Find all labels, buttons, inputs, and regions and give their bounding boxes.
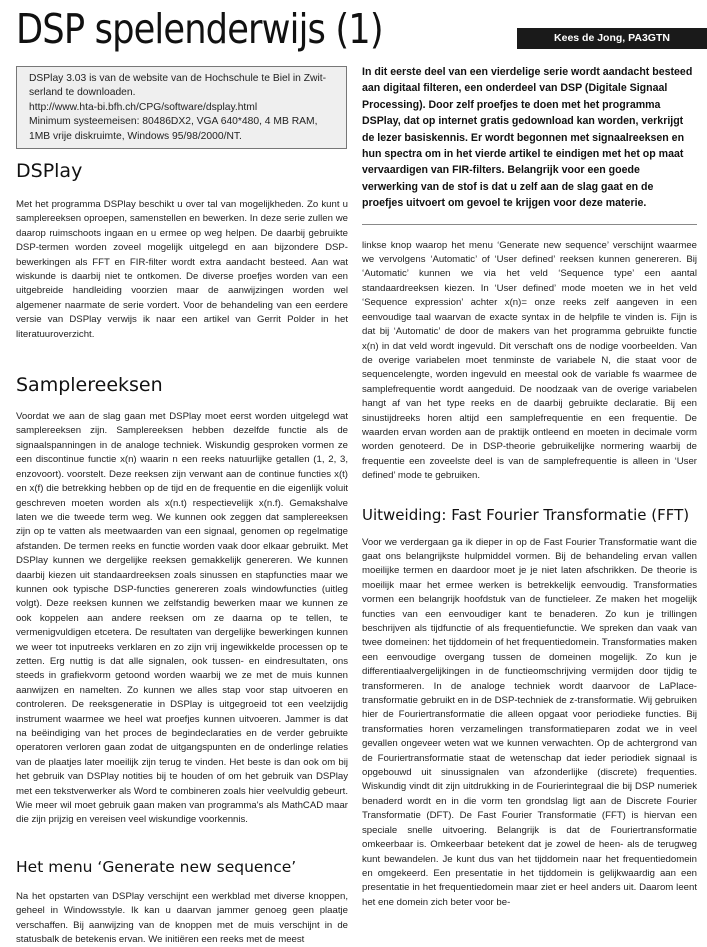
section-heading-menu: Het menu ‘Generate new sequence’	[16, 857, 297, 876]
section-text-samplereeksen: Voordat we aan de slag gaan met DSPlay moet eerst worden uitgelegd wat samplereeksen zijn. Samplereeksen hebben dezelfde functie als de signaalspanningen in de analoge techniek. Wiskundig gesproken vormen ze een discontinue functie x(n) waarin n een reeks natuurlijke getallen (1, 2, 3, enzovoort). voorstelt. Deze reeksen zijn verwant aan de continue functies x(t) en x(f) die betrekking hebben op de tijd en de frequentie en die eigenlijk voluit geschreven moeten worden als x(n.t) respectievelijk x(n.f). Gemakshalve laten we die tweede term weg. We kunnen ook zeggen dat samplereeksen zijn op te vatten als meetwaarden van een signaal, genomen op regelmatige afstanden. De termen reeks en functie worden vaak door elkaar gebruikt. Met DSPlay kunnen we dergelijke reeksen gemakkelijk genereren. We kunnen daarbij kiezen uit standaardreeksen zoals sinussen en stapfuncties maar we kunnen ook typische DSP-functies genereren zoals windowfuncties (uitleg volgt). Deze reeksen kunnen we zelfstandig bewerken maar we kunnen ze ook koppelen aan andere reeksen om ze daarna op te tellen, te vermenigvuldigen etcetera. De resultaten van dergelijke bewerkingen kunnen we weer tot inputreeks verklaren en zo zijn vrij ingewikkelde processen op te zetten. Erg nuttig is dat alle signalen, ook tussen- en eindresultaten, ons steeds in grafiekvorm getoond worden waarbij we ze met de muis kunnen aanwijzen en namelten. Zo kunnen we alles stap voor stap uitvoeren en controleren. De reeksgeneratie in DSPlay is uitgegroeid tot een veelzijdig instrument waarmee we heel wat proefjes kunnen uitvoeren. Jammer is dat na beëindiging van het proces de begindeclaraties en de verder gebruikte operatoren verloren gaan zodat de uitgangspunten en de onderlinge relaties van de plaatjes later moeilijk zijn terug te vinden. Het beste is dan ook om bij het gebruik van DSPlay notities bij te houden of om het gebruik van DSPlay met een tekstverwerker als Word te combineren zoals hier veelvuldig gebeurt. Wie meer wil moet gebruik gaan maken van programma's als MathCAD maar die zijn prijzig en vereisen veel wiskundige voorkennis.	[16, 411, 348, 826]
article-title: DSP spelenderwijs (1)	[16, 5, 383, 53]
intro-divider	[362, 224, 697, 225]
section-text-fft: Voor we verdergaan ga ik dieper in op de Fast Fourier Transformatie want die gaat ons belangrijkste hulpmiddel vormen. Bij de behandeling ervan vallen moeilijke termen en daardoor moet je je niet laten afschrikken. De theorie is moeilijk maar het ermee werken is betrekkelijk eenvoudig. Transformaties vormen een belangrijk hoofdstuk van de functieleer. Ze maken het mogelijk functies van een eenvoudiger kant te benaderen. Zo kun je trillingen beschrijven als tijdfunctie of als frequentiefunctie. We spreken dan vaak van twee domeinen: het tijddomein of het frequentiedomein. Transformaties maken een eenvoudige overgang tussen de domeinen mogelijk. Zo kun je differentiaalvergelijkingen in de functieomschrijving vermijden door tijdig te transformeren. In de analoge techniek wordt daarvoor de LaPlace-transformatie gebruikt en in de DSP-techniek de z-transformatie. Wij gebruiken hier de Fouriertransformatie die alleen opgaat voor periodieke functies. Bij transformaties horen verzamelingen transformatieparen zodat we in veel gevallen ongeveer weten wat we kunnen verwachten. Op de achtergrond van de Fouriertransformatie staat de wetenschap dat ieder periodiek signaal is opgebouwd uit sinussignalen van afzonderlijke (discrete) frequenties. Wiskundig vindt dit zijn uitdrukking in de Fourierintegraal die bij DSP numeriek benaderd wordt en in die vorm ten grondslag ligt aan de Discrete Fourier Transformatie (DFT). De Fast Fourier Transformatie (FFT) is hiervan een speciale snelle uitvoering. Belangrijk is dat de Fouriertransformatie omkeerbaar is. Omkeerbaar betekent dat je zowel de heen- als de terugweg kunt bewandelen. Je kunt dus van het tijddomein naar het frequentiedomein en omgekeerd. Een presentatie in het tijddomein is gelijkwaardig aan een presentatie in het frequentiedomein maar ziet er heel anders uit. Daarom leent het ene domein zich beter voor be-	[362, 536, 697, 908]
section-text-menu-continued: linkse knop waarop het menu ‘Generate new sequence’ verschijnt waarmee we vervolgens ‘Automatic’ of ‘User defined’ reeksen kunnen genereren. Bij ‘Automatic’ kunnen we via het veld ‘Sequence type’ een aantal standaardreeksen kiezen. In ‘User defined’ mode moeten we in het veld ‘Sequence expression’ achter x(n)= onze reeks zelf aangeven in een eenvoudige taal waarvan de exacte syntax in de helpfile te vinden is. Fijn is dat bij ‘Automatic’ de door de makers van het programma gebruikte functie x(n) in dat veld wordt ingevuld. Dit verschaft ons de nodige voorbeelden. Van de overige variabelen moet tenminste de variabele N, die staat voor de sequencelengte, worden ingevuld en meestal ook de variable fs waarmee de samplefrequentie wordt aangeduid. De noodzaak van de overige variabelen hangt af van het type reeks en de daarbij gebruikte declaratie. Bij een sinustijdreeks horen altijd een samplefrequentie en een frequentie. De waarden ervan worden aan de praktijk ontleend en moeten in decimale vorm worden genoteerd. De in DSP-theorie gebruikelijke normering waarbij de frequentie een zoveelste deel is van de samplefrequentie is alleen in ‘User defined’ mode te gebruiken.	[362, 239, 697, 482]
author-byline: Kees de Jong, PA3GTN	[517, 28, 707, 49]
section-heading-samplereeksen: Samplereeksen	[16, 374, 163, 397]
section-text-dsplay: Met het programma DSPlay beschikt u over tal van mogelijkheden. Zo kunt u samplereeksen oproepen, samenstellen en bewerken. In deze serie zullen we daarop ruimschoots ingaan en u ermee op weg helpen. De daarbij gebruikte DSP-termen worden zoveel mogelijk uitgelegd en aan bijzondere DSP-bewerkingen als FFT en FIR-filter wordt extra aandacht besteed. Aan wat wiskunde is daarbij niet te ontkomen. De diverse proefjes worden van een uitgebreide handleiding voorzien maar de aanwijzingen worden wel algemener naarmate de serie vordert. Voor de behandeling van een eerdere versie van DSPlay verwijs ik naar een artikel van Gerrit Polder in het literatuuroverzicht.	[16, 199, 348, 340]
info-line: Minimum systeemeisen: 80486DX2, VGA 640*480, 4 MB RAM,	[29, 116, 318, 128]
section-heading-dsplay: DSPlay	[16, 160, 83, 182]
intro-text: In dit eerste deel van een vierdelige serie wordt aandacht besteed aan digitaal filteren, een onderdeel van DSP (Digitale Signaal Processing). Door zelf proefjes te doen met het programma DSPlay, dat op internet gratis gedownload kan worden, verkrijgt de lezer basiskennis. Er wordt begonnen met signaalreeksen en hun spectra om in het vierde artikel te eindigen met het op maat vervaardigen van FIR-filters. Belangrijk voor een goede verwerking van de stof is dat u zelf aan de slag gaat en de proefjes uitvoert om gevoel te krijgen voor deze materie.	[362, 66, 693, 210]
info-line: 1MB vrije diskruimte, Windows 95/98/2000/NT.	[29, 130, 242, 142]
right-column	[362, 64, 697, 910]
info-line: DSPlay 3.03 is van de website van de Hochschule te Biel in Zwit-	[29, 73, 327, 84]
download-url: http://www.hta-bi.bfh.ch/CPG/software/dsplay.html	[29, 101, 258, 113]
section-heading-fft: Uitweiding: Fast Fourier Transformatie (FFT)	[362, 505, 690, 524]
section-text-menu: Na het opstarten van DSPlay verschijnt een werkblad met diverse knoppen, geheel in Windowsstyle. Ik kan u daarvan jammer genoeg geen plaatje verschaffen. Bij aanwijzing van de knoppen met de muis verschijnt in de statusbalk de betekenis ervan. We initiëren een reeks met de meest	[16, 890, 348, 946]
left-column	[16, 158, 348, 947]
download-info-box	[16, 66, 347, 149]
info-line: serland te downloaden.	[29, 87, 136, 99]
